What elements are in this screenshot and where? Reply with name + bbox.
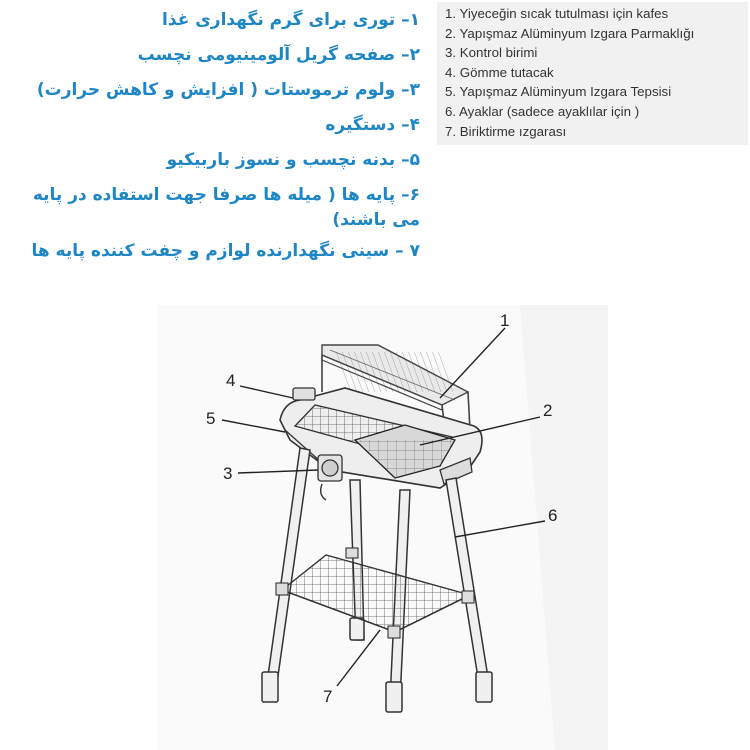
farsi-item-4: ۴– دستگیره bbox=[325, 115, 420, 135]
farsi-item-5: ۵– بدنه نچسب و نسوز باربیکیو bbox=[166, 150, 420, 170]
turkish-item-4: 4. Gömme tutacak bbox=[445, 64, 554, 80]
turkish-item-2: 2. Yapışmaz Alüminyum Izgara Parmaklığı bbox=[445, 25, 695, 41]
callout-4: 4 bbox=[226, 371, 236, 390]
farsi-item-7: ۷ – سینی نگهدارنده لوازم و چفت کننده پایه ها bbox=[31, 241, 420, 261]
turkish-item-7: 7. Biriktirme ızgarası bbox=[445, 123, 567, 139]
callout-2: 2 bbox=[543, 401, 553, 420]
farsi-item-6: ۶– پایه ها ( میله ها صرفا جهت استفاده در پایه می باشند) bbox=[32, 185, 420, 230]
callout-3: 3 bbox=[223, 464, 233, 483]
callout-5: 5 bbox=[206, 409, 216, 428]
callout-1: 1 bbox=[500, 311, 510, 330]
farsi-item-1: ۱– توری برای گرم نگهداری غذا bbox=[162, 10, 420, 30]
turkish-item-1: 1. Yiyeceğin sıcak tutulması için kafes bbox=[445, 6, 669, 21]
turkish-item-3: 3. Kontrol birimi bbox=[445, 45, 538, 61]
callout-6: 6 bbox=[548, 506, 558, 525]
callout-7: 7 bbox=[323, 687, 333, 706]
turkish-item-6: 6. Ayaklar (sadece ayaklılar için ) bbox=[445, 103, 640, 119]
farsi-item-2: ۲– صفحه گریل آلومینیومی نچسب bbox=[137, 45, 420, 65]
turkish-item-5: 5. Yapışmaz Alüminyum Izgara Tepsisi bbox=[445, 84, 672, 100]
farsi-item-3: ۳– ولوم ترموستات ( افزایش و کاهش حرارت) bbox=[36, 80, 420, 100]
